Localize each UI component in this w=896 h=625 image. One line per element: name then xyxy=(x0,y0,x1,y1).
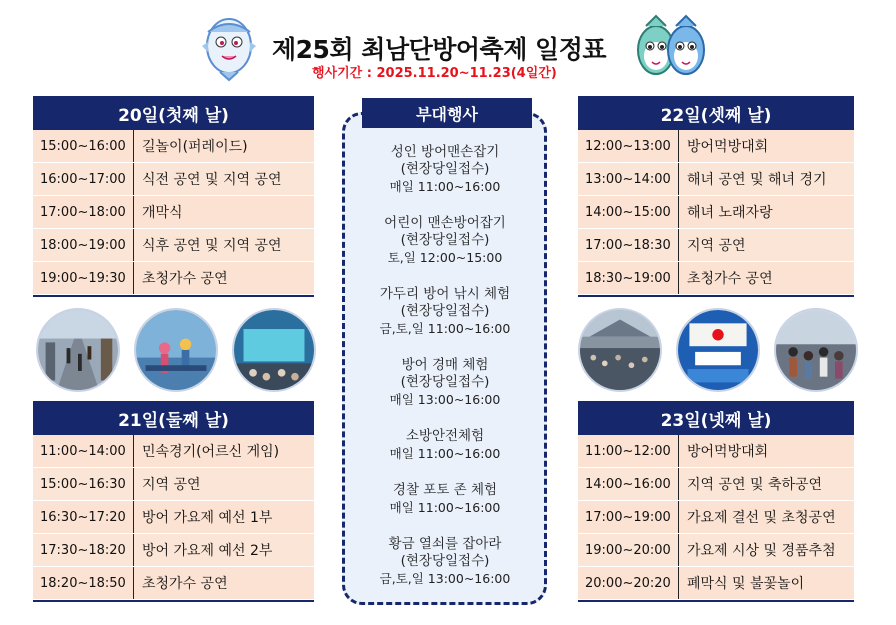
day1-title: 20일(첫째 날) xyxy=(33,96,314,130)
day4-schedule xyxy=(578,401,854,602)
row-event: 지역 공연 및 축하공연 xyxy=(687,477,823,493)
table-row xyxy=(33,196,314,229)
row-event: 해녀 공연 및 해녀 경기 xyxy=(687,172,827,188)
row-time: 11:00~12:00 xyxy=(578,435,679,467)
row-time: 17:00~18:00 xyxy=(33,196,134,228)
row-event: 길놀이(퍼레이드) xyxy=(142,139,248,155)
table-row xyxy=(578,567,854,600)
row-time: 17:00~19:00 xyxy=(578,501,679,533)
row-time: 18:00~19:00 xyxy=(33,229,134,261)
day1-rows xyxy=(33,130,314,297)
side-item-name: 경찰 포토 존 체험 xyxy=(392,482,498,498)
side-item-schedule: 금,토,일 13:00~16:00 xyxy=(379,571,511,586)
fish-mascot-pair-icon xyxy=(632,12,710,82)
list-item xyxy=(346,357,544,408)
table-row xyxy=(33,468,314,501)
table-row xyxy=(33,501,314,534)
row-time: 17:00~18:30 xyxy=(578,229,679,261)
side-events-list xyxy=(346,144,544,607)
row-time: 19:00~20:00 xyxy=(578,534,679,566)
side-item-name: 가두리 방어 낚시 체험 xyxy=(379,286,511,302)
row-time: 14:00~16:00 xyxy=(578,468,679,500)
table-row xyxy=(33,130,314,163)
row-time: 15:00~16:00 xyxy=(33,130,134,162)
day3-schedule xyxy=(578,96,854,297)
day4-rows xyxy=(578,435,854,602)
side-item-schedule: 토,일 12:00~15:00 xyxy=(387,250,503,265)
table-row xyxy=(578,501,854,534)
row-time: 16:00~17:00 xyxy=(33,163,134,195)
list-item xyxy=(346,428,544,462)
row-event: 지역 공연 xyxy=(142,477,201,493)
row-event: 식후 공연 및 지역 공연 xyxy=(142,238,282,254)
side-item-name: 어린이 맨손방어잡기 xyxy=(384,215,506,231)
row-time: 15:00~16:30 xyxy=(33,468,134,500)
header xyxy=(0,12,896,82)
side-events-title: 부대행사 xyxy=(362,98,532,128)
list-item xyxy=(346,536,544,587)
row-time: 11:00~14:00 xyxy=(33,435,134,467)
row-event: 식전 공연 및 지역 공연 xyxy=(142,172,282,188)
row-time: 16:30~17:20 xyxy=(33,501,134,533)
row-event: 가요제 시상 및 경품추첨 xyxy=(687,543,836,559)
list-item xyxy=(346,482,544,516)
row-time: 17:30~18:20 xyxy=(33,534,134,566)
list-item xyxy=(346,215,544,266)
row-time: 14:00~15:00 xyxy=(578,196,679,228)
row-time: 19:00~19:30 xyxy=(33,262,134,294)
row-event: 방어먹방대회 xyxy=(687,139,769,155)
side-item-name: 소방안전체험 xyxy=(405,428,485,444)
row-time: 18:20~18:50 xyxy=(33,567,134,599)
row-event: 폐막식 및 불꽃놀이 xyxy=(687,576,805,592)
stage-photo xyxy=(232,308,316,392)
row-event: 지역 공연 xyxy=(687,238,746,254)
side-item-note: (현장당일접수) xyxy=(400,553,490,569)
row-event: 해녀 노래자랑 xyxy=(687,205,773,221)
fish-mascot-icon xyxy=(198,12,260,82)
row-event: 초청가수 공연 xyxy=(142,576,228,592)
table-row xyxy=(578,229,854,262)
side-item-note: (현장당일접수) xyxy=(400,161,490,177)
side-item-schedule: 매일 11:00~16:00 xyxy=(389,500,501,515)
side-item-name: 방어 경매 체험 xyxy=(401,357,489,373)
side-item-note: (현장당일접수) xyxy=(400,374,490,390)
event-period: 행사기간 : 2025.11.20~11.23(4일간) xyxy=(312,66,557,81)
table-row xyxy=(33,435,314,468)
table-row xyxy=(33,534,314,567)
table-row xyxy=(578,163,854,196)
row-event: 초청가수 공연 xyxy=(142,271,228,287)
side-item-note: (현장당일접수) xyxy=(400,232,490,248)
table-row xyxy=(578,534,854,567)
day2-rows xyxy=(33,435,314,602)
table-row xyxy=(578,130,854,163)
side-item-note: (현장당일접수) xyxy=(400,303,490,319)
audience-photo xyxy=(774,308,858,392)
row-event: 초청가수 공연 xyxy=(687,271,773,287)
crowd-photo xyxy=(578,308,662,392)
table-row xyxy=(33,262,314,295)
table-row xyxy=(578,262,854,295)
row-event: 방어먹방대회 xyxy=(687,444,769,460)
parade-photo xyxy=(36,308,120,392)
table-row xyxy=(578,196,854,229)
side-item-schedule: 매일 11:00~16:00 xyxy=(389,446,501,461)
row-event: 민속경기(어르신 게임) xyxy=(142,444,280,460)
table-row xyxy=(578,468,854,501)
page-title: 제25회 최남단방어축제 일정표 xyxy=(272,35,606,64)
day2-schedule xyxy=(33,401,314,602)
table-row xyxy=(578,435,854,468)
side-item-name: 황금 열쇠를 잡아라 xyxy=(388,536,502,552)
list-item xyxy=(346,286,544,337)
row-event: 개막식 xyxy=(142,205,183,221)
row-time: 12:00~13:00 xyxy=(578,130,679,162)
row-event: 가요제 결선 및 초청공연 xyxy=(687,510,836,526)
day1-schedule xyxy=(33,96,314,297)
day3-title: 22일(셋째 날) xyxy=(578,96,854,130)
side-item-schedule: 매일 11:00~16:00 xyxy=(389,179,501,194)
ceremony-photo xyxy=(134,308,218,392)
table-row xyxy=(33,567,314,600)
row-event: 방어 가요제 예선 1부 xyxy=(142,510,273,526)
row-event: 방어 가요제 예선 2부 xyxy=(142,543,273,559)
row-time: 13:00~14:00 xyxy=(578,163,679,195)
row-time: 18:30~19:00 xyxy=(578,262,679,294)
day3-rows xyxy=(578,130,854,297)
day2-title: 21일(둘째 날) xyxy=(33,401,314,435)
day4-title: 23일(넷째 날) xyxy=(578,401,854,435)
list-item xyxy=(346,144,544,195)
row-time: 20:00~20:20 xyxy=(578,567,679,599)
side-item-schedule: 금,토,일 11:00~16:00 xyxy=(379,321,511,336)
table-row xyxy=(33,163,314,196)
poster-photo xyxy=(676,308,760,392)
table-row xyxy=(33,229,314,262)
side-item-name: 성인 방어맨손잡기 xyxy=(390,144,500,160)
side-item-schedule: 매일 13:00~16:00 xyxy=(389,392,501,407)
